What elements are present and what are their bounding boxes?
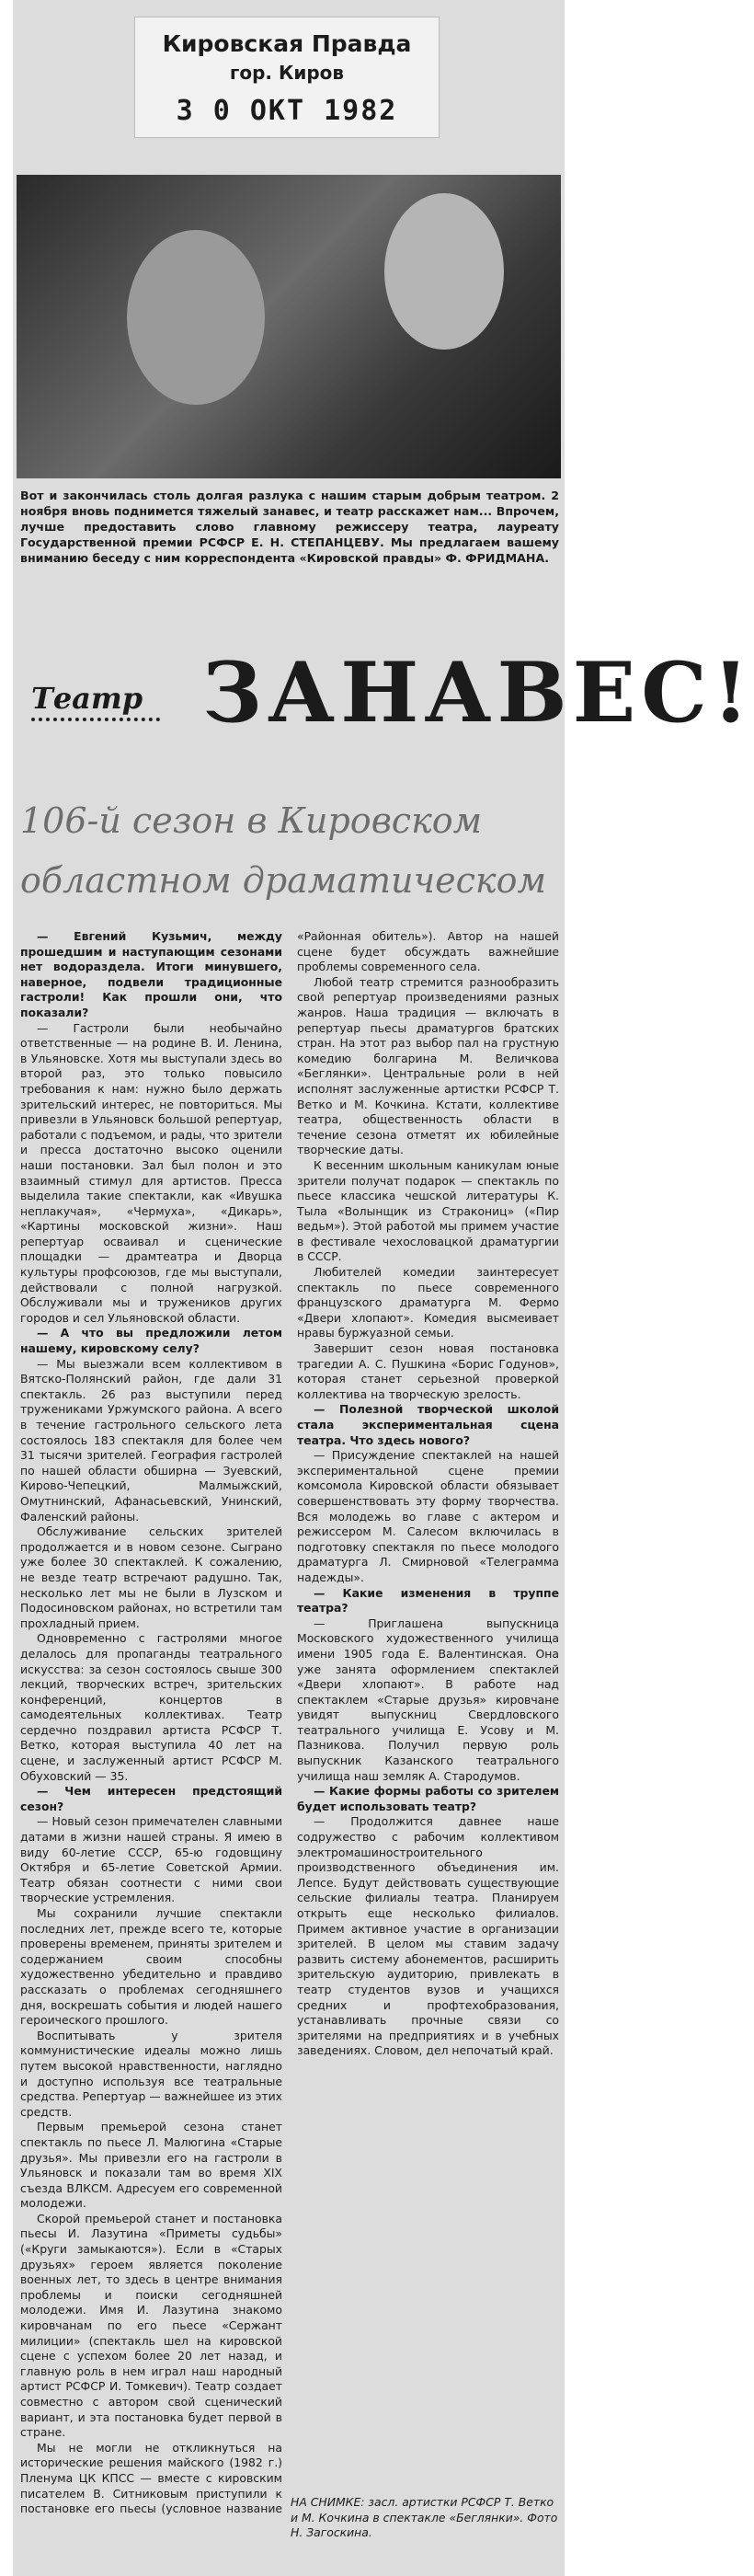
- rubric-dots: [31, 718, 160, 729]
- newspaper-name: Кировская Правда: [162, 30, 412, 57]
- actress-figure-right: [384, 193, 504, 350]
- interview-paragraph: Мы сохранили лучшие спектакли последних лет, прежде всего те, которые проверены временем, приняты зрителем и содержанием своим способны художественно убедительно и правдиво рассказать о проблемах сегодняшнего дня, воскрешать события и людей нашего героического прошлого.: [20, 1906, 282, 2028]
- interview-paragraph: К весенним школьным каникулам юные зрители получат подарок — спектакль по пьесе классика чешской литературы К. Тыла «Волынщик из Стракониц» («Пир ведьм»). Этой работой мы примем участие в фестивале чехословацкой драматургии в СССР.: [297, 1157, 559, 1264]
- interview-question: — Какие изменения в труппе театра?: [297, 1585, 559, 1616]
- date-stamp: 3 0 ОКТ 1982: [176, 95, 398, 127]
- subheadline-line-2: областном драматическом: [20, 860, 546, 901]
- interview-paragraph: Одновременно с гастролями многое делалось для пропаганды театрального искусства: за сезон состоялось свыше 300 лекций, творческих встреч, зрительских конференций, концертов в самодеятельных коллективах. Театр сердечно поздравил артиста РСФСР Т. Ветко, которая выступила 40 лет на сцене, и заслуженный артист РСФСР М. Обуховский — 35.: [20, 1631, 282, 1783]
- interview-question: — Чем интересен предстоящий сезон?: [20, 1784, 282, 1813]
- interview-question: — Полезной творческой школой стала экспериментальная сцена театра. Что здесь нового?: [297, 1402, 559, 1447]
- interview-paragraph: Обслуживание сельских зрителей продолжается и в новом сезоне. Сыграно уже более 30 спектаклей. К сожалению, не везде театр встречают радушно. Так, несколько лет мы не были в Лузском и Подосиновском районах, но встретили там прохладный прием.: [20, 1524, 282, 1630]
- interview-paragraph: — Мы выезжали всем коллективом в Вятско-Полянский район, где дали 31 спектакль. 26 раз выступили перед тружениками Уржумского района. А всего в течение гастрольного сельского лета состоялось 183 спектакля для более чем 31 тысячи зрителей. География гастролей по нашей области обширна — Зуевский, Кирово-Чепецкий, Малмыжский, Омутнинский, Афанасьевский, Унинский, Фаленский районы.: [20, 1356, 282, 1524]
- interview-paragraph: — Присуждение спектаклей на нашей экспериментальной сцене премии комсомола Кировской области обязывает совершенствовать эту форму творчества. Вся молодежь во главе с актером и режиссером М. Салесом включилась в подготовку спектакля по пьесе молодого драматурга Л. Смирновой «Телеграмма надежды».: [297, 1448, 559, 1584]
- interview-paragraph: Первым премьерой сезона станет спектакль по пьесе Л. Малюгина «Старые друзья». Мы привезли его на гастроли в Ульяновск и показали там во время XIX съезда ВЛКСМ. Адресуем его современной молодежи.: [20, 2120, 282, 2211]
- interview-paragraph: Любой театр стремится разнообразить свой репертуар произведениями разных жанров. Наша традиция — включать в репертуар пьесы драматургов братских стран. На этот раз выбор пал на грустную комедию болгарина М. Величкова «Беглянки». Центральные роли в ней исполнят заслуженные артистки РСФСР Т. Ветко и М. Кочкина. Кстати, коллективе театра, общественность области в течение сезона отметят их юбилейные творческие даты.: [297, 974, 559, 1157]
- interview-question: — Евгений Кузьмич, между прошедшим и наступающим сезонами нет водораздела. Итоги минувшего, наверное, подвели традиционные гастроли! Как прошли они, что показали?: [20, 929, 282, 1019]
- interview-paragraph: Скорой премьерой станет и постановка пьесы И. Лазутина «Приметы судьбы» («Круги замыкаются»). Если в «Старых друзьях» героем является поколение военных лет, то здесь в центре внимания проблемы и поиски сегодняшней молодежи. Имя И. Лазутина знакомо кировчанам по его пьесе «Сержант милиции» (спектакль шел на кировской сцене с успехом более 20 лет назад, и главную роль в нем играл наш народный артист РСФСР И. Томкевич). Театр создает совместно с автором свой сценический вариант, и эта постановка будет первой в стране.: [20, 2211, 282, 2440]
- interview-paragraph: — Приглашена выпускница Московского художественного училища имени 1905 года Е. Валентинская. Она уже занята оформлением спектаклей «Двери хлопают». В работе над спектаклем «Старые друзья» кировчане увидят выпускниц Свердловского театрального училища Е. Усову и М. Пазникова. Получил первую роль выпускник Казанского театрального училища наш земляк А. Стародумов.: [297, 1616, 559, 1783]
- interview-paragraph: Воспитывать у зрителя коммунистические идеалы можно лишь путем высокой нравственности, наглядно и доступно используя все театральные средства. Репертуар — важнейшее из этих средств.: [20, 2028, 282, 2119]
- subheadline-line-1: 106-й сезон в Кировском: [20, 800, 483, 841]
- interview-question: — Какие формы работы со зрителем будет использовать театр?: [297, 1784, 559, 1813]
- photo-caption: НА СНИМКЕ: засл. артистки РСФСР Т. Ветко и М. Кочкина в спектакле «Беглянки». Фото Н. Загоскина.: [291, 2495, 558, 2540]
- interview-paragraph: — Новый сезон примечателен славными датами в жизни нашей страны. Я имею в виду 60-летие СССР, 65-ю годовщину Октября и 65-летие Советской Армии. Театр обязан соотнести с ними свои творческие устремления.: [20, 1814, 282, 1905]
- interview-question: — А что вы предложили летом нашему, кировскому селу?: [20, 1326, 282, 1356]
- newspaper-city: гор. Киров: [229, 62, 345, 84]
- interview-paragraph: Любителей комедии заинтересует спектакль по пьесе современного французского драматурга М. Фермо «Двери хлопают». Комедия высмеивает нравы буржуазной семьи.: [297, 1265, 559, 1340]
- article-lead: Вот и закончилась столь долгая разлука с нашим старым добрым театром. 2 ноября вновь поднимется тяжелый занавес, и театр расскажет нам... Впрочем, лучше предоставить слово главному режиссеру театра, лауреату Государственной премии РСФСР Е. Н. СТЕПАНЦЕВУ. Мы предлагаем вашему вниманию беседу с ним корреспондента «Кировской правды» Ф. ФРИДМАНА.: [20, 489, 559, 565]
- article-body: [20, 929, 559, 2530]
- rubric-label: Театр: [31, 681, 143, 716]
- interview-paragraph: Мы не могли не откликнуться на исторические решения майского (1982 г.) Пленума ЦК КПСС — вместе с кировским писателем В. Ситниковым приступили к постановке его пьесы (условное название «Районная обитель»). Автор на нашей сцене будет обсуждать важнейшие проблемы современного села.: [20, 929, 559, 2516]
- article-photo: [17, 175, 561, 478]
- headline: ЗАНАВЕС!: [202, 644, 754, 742]
- interview-paragraph: Завершит сезон новая постановка трагедии А. С. Пушкина «Борис Годунов», которая станет серьезной проверкой коллектива на творческую зрелость.: [297, 1341, 559, 1401]
- actress-figure-left: [127, 230, 265, 405]
- interview-paragraph: — Продолжится давнее наше содружество с рабочим коллективом электромашиностроительного производственного объединения им. Лепсе. Будут действовать существующие сельские филиалы театра. Планируем открыть еще несколько филиалов. Примем активное участие в организации зрителей. В целом мы ставим задачу развить систему абонементов, расширить зрительскую аудиторию, привлекать в театр студентов вузов и учащихся средних и профтехобразования, устанавливать прочные связи со зрителями на предприятиях и в учебных заведениях. Словом, дел непочатый край.: [297, 1814, 559, 2058]
- masthead-stamp: [134, 17, 440, 138]
- interview-paragraph: — Гастроли были необычайно ответственные — на родине В. И. Ленина, в Ульяновске. Хотя мы выступали здесь во второй раз, это только повысило требования к нам: нужно было держать зрительский интерес, не повториться. Мы привезли в Ульяновск большой репертуар, работали с подъемом, и рады, что зрители и пресса достаточно высоко оценили наши постановки. Зал был полон и это взаимный стимул для артистов. Прессa выделила такие спектакли, как «Ивушка неплакучая», «Чермуха», «Дикарь», «Картины московской жизни». Наш репертуар осваивал и сценические площадки — драмтеатра и Дворца культуры профсоюзов, где мы выступали, действовали с полной нагрузкой. Обслуживали мы и тружеников других городов и сел Ульяновской области.: [20, 1020, 282, 1325]
